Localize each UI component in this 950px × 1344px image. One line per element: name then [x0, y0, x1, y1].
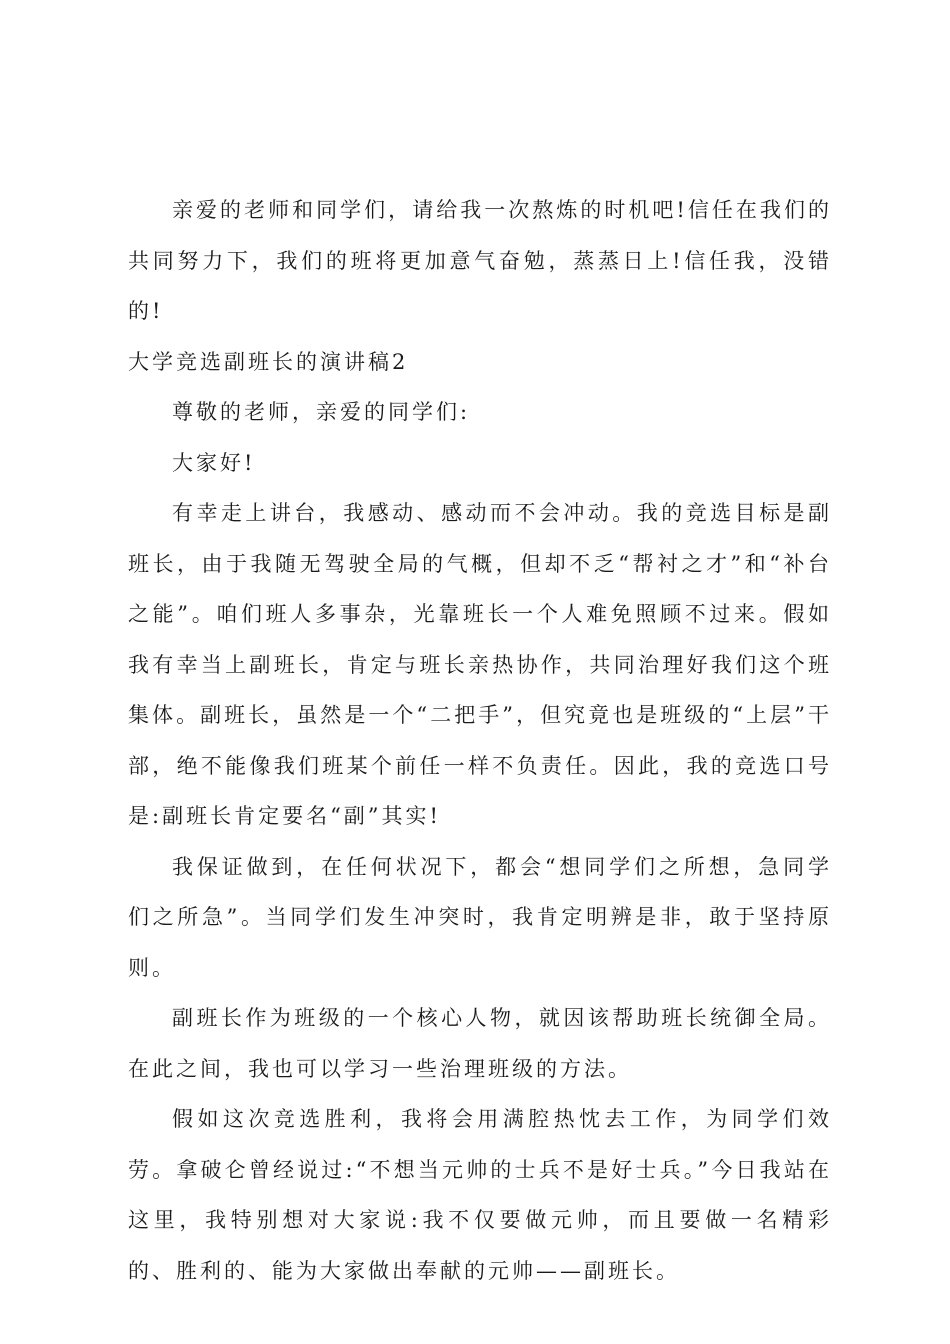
document-body [128, 185, 832, 1296]
closing-paragraph: 亲爱的老师和同学们，请给我一次熬炼的时机吧!信任在我们的共同努力下，我们的班将更加意气奋勉，蒸蒸日上!信任我，没错的! [128, 198, 832, 323]
section-heading: 大学竞选副班长的演讲稿2 [128, 349, 409, 374]
body-paragraph: 假如这次竞选胜利，我将会用满腔热忱去工作，为同学们效劳。拿破仑曾经说过:“不想当元帅的士兵不是好士兵。”今日我站在这里，我特别想对大家说:我不仅要做元帅，而且要做一名精彩的、胜利的、能为大家做出奉献的元帅——副班长。 [128, 1107, 832, 1283]
greeting: 大家好! [172, 450, 256, 475]
body-paragraph: 我保证做到，在任何状况下，都会“想同学们之所想，急同学们之所急”。当同学们发生冲突时，我肯定明辨是非，敢于坚持原则。 [128, 854, 832, 980]
body-paragraph: 有幸走上讲台，我感动、感动而不会冲动。我的竞选目标是副班长，由于我随无驾驶全局的气概，但却不乏“帮衬之才”和“补台之能”。咱们班人多事杂，光靠班长一个人难免照顾不过来。假如我有幸当上副班长，肯定与班长亲热协作，共同治理好我们这个班集体。副班长，虽然是一个“二把手”，但究竟也是班级的“上层”干部，绝不能像我们班某个前任一样不负责任。因此，我的竞选口号是:副班长肯定要名“副”其实! [128, 501, 832, 828]
body-paragraph: 副班长作为班级的一个核心人物，就因该帮助班长统御全局。在此之间，我也可以学习一些治理班级的方法。 [128, 1006, 832, 1081]
salutation: 尊敬的老师，亲爱的同学们: [172, 400, 471, 424]
